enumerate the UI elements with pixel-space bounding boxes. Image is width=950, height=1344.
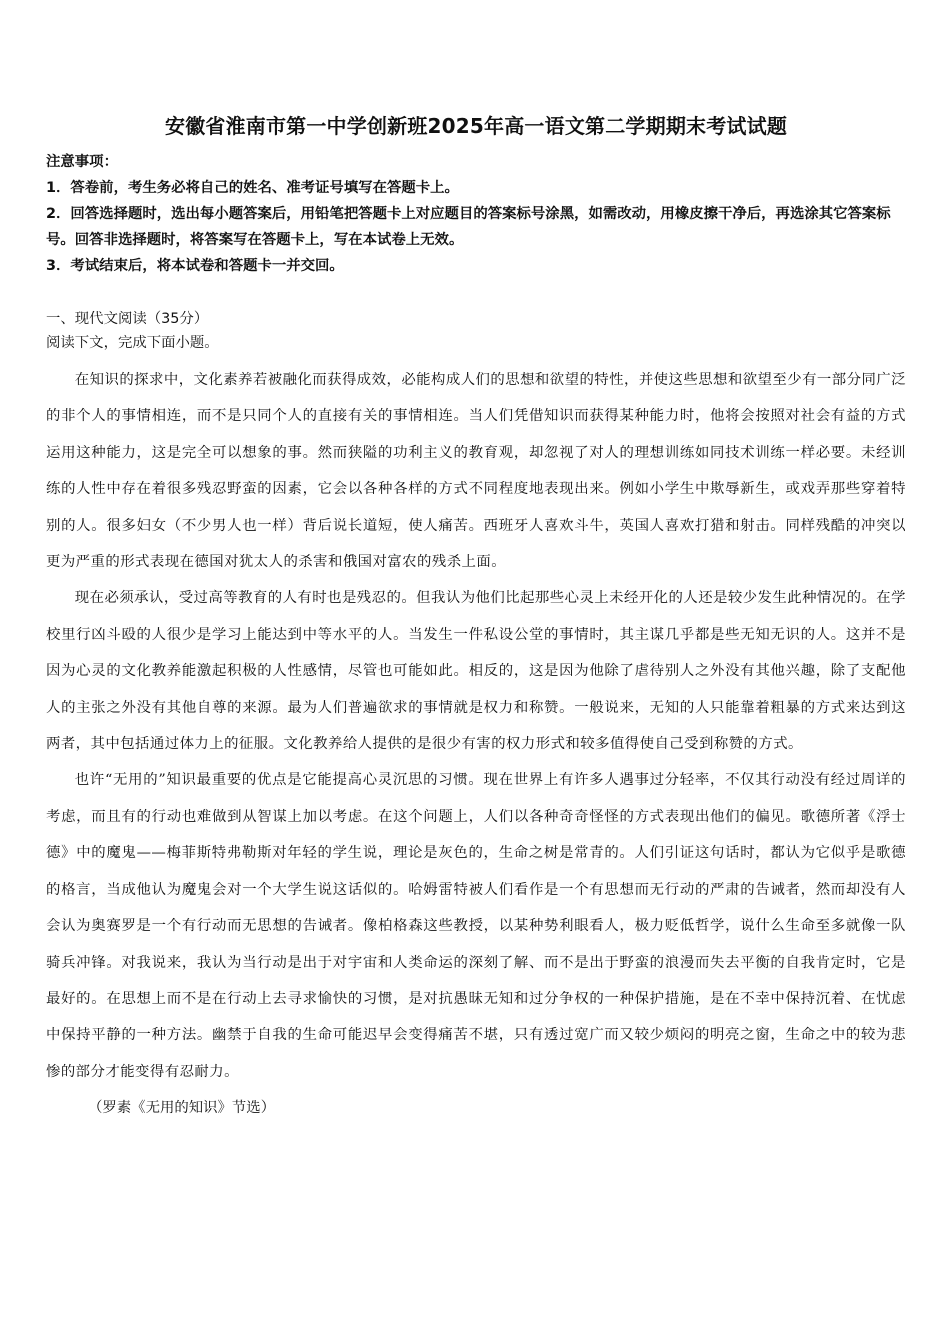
section-heading: 一、现代文阅读（35分） [46,311,209,327]
note-item-3: 3．考试结束后，将本试卷和答题卡一并交回。 [46,258,344,274]
passage-paragraph-3: 也许“无用的”知识最重要的优点是它能提高心灵沉思的习惯。现在世界上有许多人遇事过分轻率，不仅其行动没有经过周详的考虑，而且有的行动也难做到从智谋上加以考虑。在这个问题上，人们以各种奇奇怪怪的方式表现出他们的偏见。歌德所著《浮士德》中的魔鬼——梅菲斯特弗勒斯对年轻的学生说，理论是灰色的，生命之树是常青的。人们引证这句话时，都认为它似乎是歌德的格言，当成他认为魔鬼会对一个大学生说这话似的。哈姆雷特被人们看作是一个有思想而无行动的严肃的告诫者，然而却没有人会认为奥赛罗是一个有行动而无思想的告诫者。像柏格森这些教授，以某种势利眼看人，极力贬低哲学，说什么生命至多就像一队骑兵冲锋。对我说来，我认为当行动是出于对宇宙和人类命运的深刻了解、而不是出于野蛮的浪漫而失去平衡的自我肯定时，它是最好的。在思想上而不是在行动上去寻求愉快的习惯，是对抗愚昧无知和过分争权的一种保护措施，是在不幸中保持沉着、在忧虑中保持平静的一种方法。幽禁于自我的生命可能迟早会变得痛苦不堪，只有透过宽广而又较少烦闷的明亮之窗，生命之中的较为悲惨的部分才能变得有忍耐力。 [46,772,906,1080]
passage-paragraph-1: 在知识的探求中，文化素养若被融化而获得成效，必能构成人们的思想和欲望的特性，并使这些思想和欲望至少有一部分同广泛的非个人的事情相连，而不是只同个人的直接有关的事情相连。当人们凭借知识而获得某种能力时，他将会按照对社会有益的方式运用这种能力，这是完全可以想象的事。然而狭隘的功利主义的教育观，却忽视了对人的理想训练如同技术训练一样必要。未经训练的人性中存在着很多残忍野蛮的因素，它会以各种各样的方式不同程度地表现出来。例如小学生中欺辱新生，或戏弄那些穿着特别的人。很多妇女（不少男人也一样）背后说长道短，使人痛苦。西班牙人喜欢斗牛，英国人喜欢打猎和射击。同样残酷的冲突以更为严重的形式表现在德国对犹太人的杀害和俄国对富农的残杀上面。 [46,372,906,571]
passage-paragraph-2: 现在必须承认，受过高等教育的人有时也是残忍的。但我认为他们比起那些心灵上未经开化的人还是较少发生此种情况的。在学校里行凶斗殴的人很少是学习上能达到中等水平的人。当发生一件私设公堂的事情时，其主谋几乎都是些无知无识的人。这并不是因为心灵的文化教养能激起积极的人性感情，尽管也可能如此。相反的，这是因为他除了虐待别人之外没有其他兴趣，除了支配他人的主张之外没有其他自尊的来源。最为人们普遍欲求的事情就是权力和称赞。一般说来，无知的人只能靠着粗暴的方式来达到这两者，其中包括通过体力上的征服。文化教养给人提供的是很少有害的权力形式和较多值得使自己受到称赞的方式。 [46,590,906,753]
note-item-2: 2．回答选择题时，选出每小题答案后，用铅笔把答题卡上对应题目的答案标号涂黑，如需改动，用橡皮擦干净后，再选涂其它答案标号。回答非选择题时，将答案写在答题卡上，写在本试卷上无效。 [46,206,891,248]
exam-title: 安徽省淮南市第一中学创新班2025年高一语文第二学期期末考试试题 [164,114,788,138]
passage-source: （罗素《无用的知识》节选） [88,1100,276,1117]
notes-block [46,149,906,279]
reading-section [46,307,906,1126]
notes-heading: 注意事项： [46,154,118,170]
section-instruction: 阅读下文，完成下面小题。 [46,335,219,351]
note-item-1: 1．答卷前，考生务必将自己的姓名、准考证号填写在答题卡上。 [46,180,459,196]
